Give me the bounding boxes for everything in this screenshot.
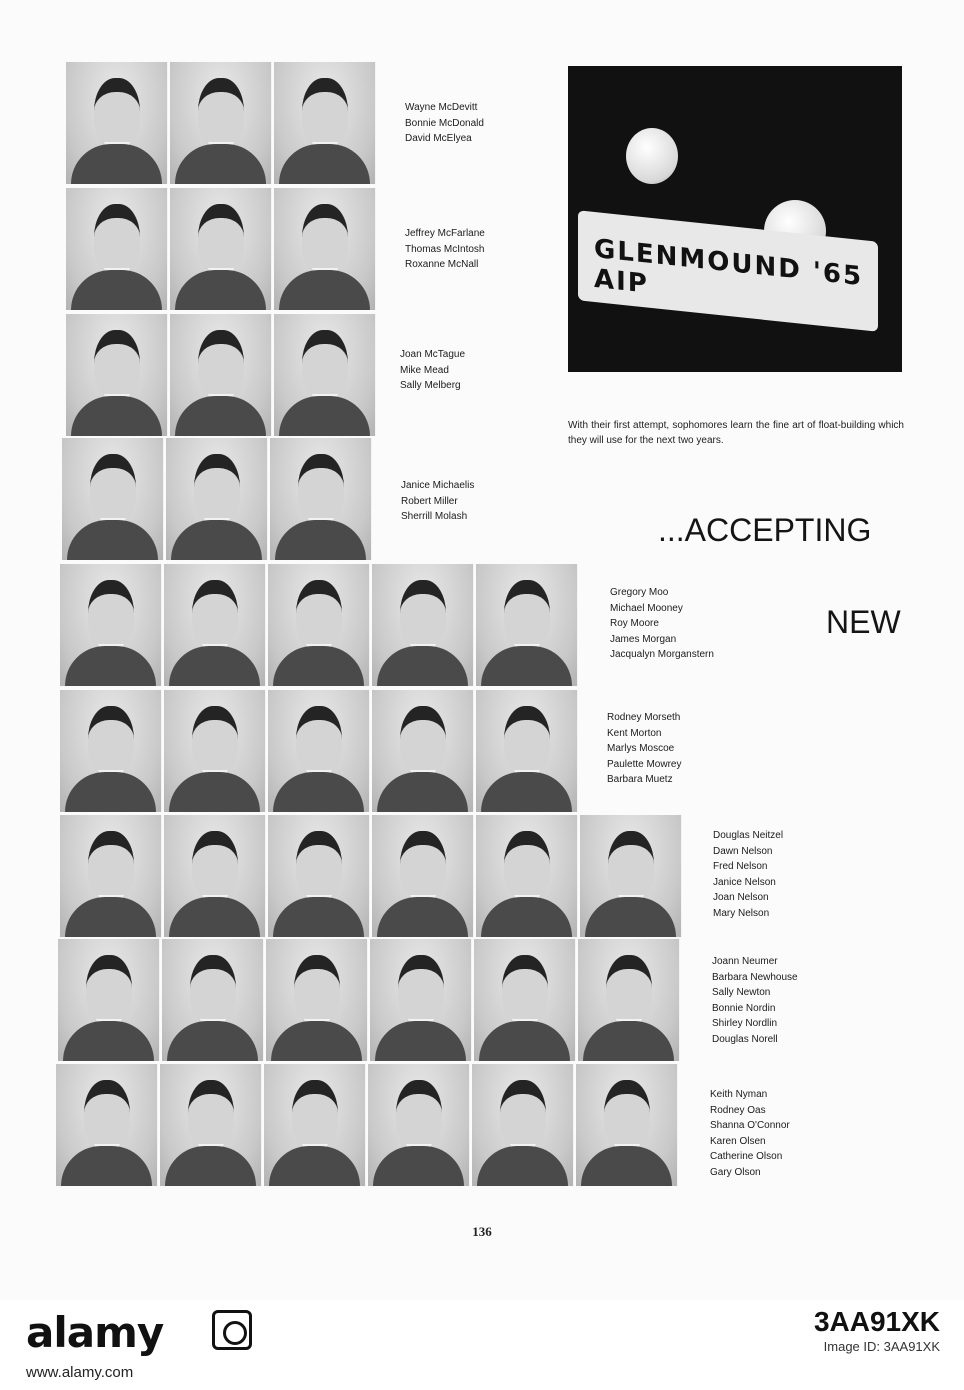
student-portrait	[268, 690, 370, 812]
student-name: Rodney Morseth	[607, 712, 681, 723]
balloon	[626, 128, 678, 184]
student-name: Robert Miller	[401, 495, 458, 507]
student-name: James Morgan	[610, 633, 677, 645]
student-name: Keith Nyman	[710, 1089, 768, 1100]
student-name: David McElyea	[405, 133, 472, 144]
student-name: Janice Michaelis	[401, 480, 475, 491]
student-portrait	[162, 939, 264, 1061]
name-list-row-9	[710, 1087, 790, 1180]
student-portrait	[268, 564, 370, 686]
student-portrait	[372, 690, 474, 812]
name-list-row-2	[405, 226, 485, 273]
student-name: Douglas Neitzel	[713, 830, 784, 841]
portrait-row-6	[60, 690, 580, 812]
student-name: Sally Melberg	[400, 380, 461, 391]
student-name: Paulette Mowrey	[607, 758, 682, 770]
student-portrait	[170, 314, 272, 436]
student-name: Jacqualyn Morganstern	[610, 649, 714, 660]
student-name: Roy Moore	[610, 618, 659, 629]
portrait-row-9	[56, 1064, 680, 1186]
portrait-row-7	[60, 815, 684, 937]
student-portrait	[56, 1064, 158, 1186]
student-portrait	[576, 1064, 678, 1186]
name-list-row-4	[401, 478, 474, 525]
portrait-row-5	[60, 564, 580, 686]
photo-caption: With their first attempt, sophomores learn the fine art of float-building which they will use for the next two years.	[568, 420, 904, 446]
student-name: Jeffrey McFarlane	[405, 228, 485, 239]
student-name: Michael Mooney	[610, 602, 683, 614]
student-portrait	[274, 188, 376, 310]
student-portrait	[268, 815, 370, 937]
student-portrait	[274, 314, 376, 436]
student-portrait	[270, 438, 372, 560]
student-name: Shanna O'Connor	[710, 1120, 790, 1131]
student-name: Joan McTague	[400, 349, 466, 360]
student-portrait	[60, 690, 162, 812]
student-portrait	[474, 939, 576, 1061]
student-portrait	[60, 564, 162, 686]
student-portrait	[170, 188, 272, 310]
student-portrait	[66, 188, 168, 310]
student-name: Gary Olson	[710, 1166, 761, 1178]
portrait-row-4	[62, 438, 374, 560]
name-list-row-6	[607, 710, 681, 788]
camera-lens-icon	[212, 1310, 252, 1350]
student-portrait	[472, 1064, 574, 1186]
student-name: Fred Nelson	[713, 861, 768, 872]
student-name: Mary Nelson	[713, 907, 770, 919]
student-name: Joann Neumer	[712, 956, 778, 967]
student-portrait	[166, 438, 268, 560]
student-name: Sally Newton	[712, 987, 771, 998]
student-portrait	[58, 939, 160, 1061]
alamy-logo: alamy	[26, 1308, 164, 1357]
student-portrait	[164, 690, 266, 812]
new-heading: NEW	[826, 604, 901, 640]
homecoming-float-photo	[568, 66, 902, 372]
student-portrait	[370, 939, 472, 1061]
student-name: Wayne McDevitt	[405, 102, 478, 113]
footer-url[interactable]: www.alamy.com	[26, 1364, 134, 1381]
portrait-row-1	[66, 62, 378, 184]
student-portrait	[66, 314, 168, 436]
student-portrait	[264, 1064, 366, 1186]
student-name: Kent Morton	[607, 727, 662, 739]
student-portrait	[164, 564, 266, 686]
student-name: Douglas Norell	[712, 1033, 778, 1045]
name-list-row-1	[405, 100, 484, 147]
student-portrait	[368, 1064, 470, 1186]
student-name: Janice Nelson	[713, 876, 776, 888]
portrait-row-8	[58, 939, 682, 1061]
student-name: Marlys Moscoe	[607, 743, 675, 754]
image-id-label: Image ID: 3AA91XK	[823, 1339, 940, 1354]
student-portrait	[160, 1064, 262, 1186]
name-list-row-3	[400, 347, 465, 394]
student-portrait	[62, 438, 164, 560]
image-id-block	[814, 1306, 940, 1356]
image-id-code: 3AA91XK	[813, 1306, 940, 1337]
student-name: Sherrill Molash	[401, 511, 468, 522]
student-portrait	[580, 815, 682, 937]
student-portrait	[266, 939, 368, 1061]
float-sign: GLENMOUND '65 AIP	[578, 210, 878, 332]
student-name: Bonnie McDonald	[405, 117, 484, 129]
student-name: Barbara Newhouse	[712, 971, 798, 983]
student-name: Karen Olsen	[710, 1135, 766, 1147]
student-portrait	[60, 815, 162, 937]
student-name: Mike Mead	[400, 364, 449, 376]
student-name: Dawn Nelson	[713, 845, 773, 857]
student-name: Joan Nelson	[713, 892, 769, 903]
student-portrait	[66, 62, 168, 184]
student-name: Barbara Muetz	[607, 774, 673, 785]
student-portrait	[476, 564, 578, 686]
portrait-row-3	[66, 314, 378, 436]
student-name: Thomas McIntosh	[405, 243, 485, 255]
name-list-row-8	[712, 954, 798, 1047]
student-name: Gregory Moo	[610, 587, 669, 598]
student-portrait	[476, 690, 578, 812]
student-name: Shirley Nordlin	[712, 1018, 778, 1029]
portrait-row-2	[66, 188, 378, 310]
student-name: Rodney Oas	[710, 1104, 766, 1116]
student-portrait	[372, 564, 474, 686]
student-portrait	[476, 815, 578, 937]
name-list-row-7	[713, 828, 783, 921]
student-portrait	[372, 815, 474, 937]
student-name: Catherine Olson	[710, 1151, 783, 1162]
student-portrait	[164, 815, 266, 937]
name-list-row-5	[610, 585, 714, 663]
page-number: 136	[472, 1224, 492, 1239]
student-portrait	[578, 939, 680, 1061]
accepting-heading: ...ACCEPTING	[658, 512, 872, 548]
student-portrait	[274, 62, 376, 184]
student-portrait	[170, 62, 272, 184]
student-name: Bonnie Nordin	[712, 1002, 776, 1014]
student-name: Roxanne McNall	[405, 259, 479, 270]
